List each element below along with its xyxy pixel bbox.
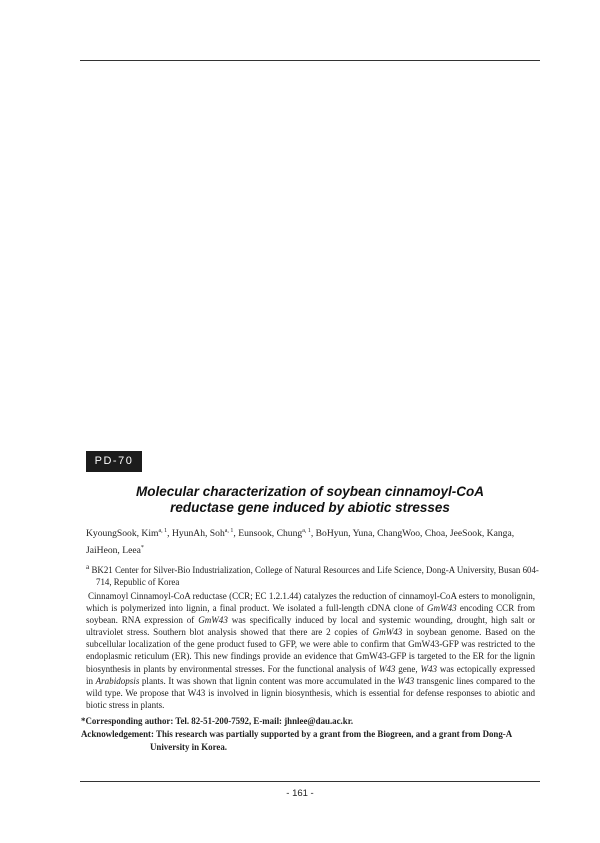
affiliation-mark: a bbox=[86, 562, 90, 571]
affiliation bbox=[86, 561, 544, 589]
abstract-body bbox=[86, 590, 535, 711]
author-affiliation-mark: a, 1 bbox=[224, 528, 234, 534]
gene-name: GmW43 bbox=[198, 615, 228, 626]
abstract-text: gene, bbox=[395, 663, 421, 674]
acknowledgement-line-2: University in Korea. bbox=[150, 741, 227, 752]
title-line-2: reductase gene induced by abiotic stresses bbox=[170, 500, 450, 515]
abstract-text: in soybean genome. Based on the subcellular localization of the gene product fused to GFP, we were able to confirm that GmW43-GFP was restricted to the endoplasmic reticulum (ER). This new findings provide an evidence that GmW43-GFP is targeted to the ER for the lignin biosynthesis in plants by environmental stresses. For the functional analysis of bbox=[86, 627, 535, 674]
author-name: , HyunAh, Soh bbox=[167, 528, 225, 540]
author-name: , Eunsook, Chung bbox=[233, 528, 303, 540]
acknowledgement-line-1: Acknowledgement: This research was partially supported by a grant from the Biogreen, and a grant from Dong-A bbox=[81, 729, 513, 739]
bottom-rule bbox=[80, 781, 540, 782]
abstract-text: plants. It was shown that lignin content was more accumulated in the bbox=[139, 675, 398, 686]
gene-name: W43 bbox=[397, 675, 415, 686]
author-name: JaiHeon, Leea bbox=[86, 545, 141, 557]
gene-name: W43 bbox=[420, 663, 438, 674]
title-line-1: Molecular characterization of soybean cinnamoyl-CoA bbox=[135, 484, 485, 499]
gene-name: GmW43 bbox=[427, 603, 457, 614]
author-name: , BoHyun, Yuna, ChangWoo, Choa, JeeSook, Kanga, bbox=[310, 528, 515, 540]
paper-title bbox=[80, 484, 540, 516]
abstract-text: Cinnamoyl Cinnamoyl-CoA reductase (CCR; EC 1.2.1.44) catalyzes the reduction of cinnamoyl-CoA esters to monolignin, which is polymerized into lignin, a final product. We isolated a full-length cDNA clone of bbox=[86, 591, 535, 614]
author-name: KyoungSook, Kim bbox=[86, 528, 159, 540]
acknowledgement bbox=[81, 728, 536, 753]
gene-name: W43 bbox=[378, 663, 396, 674]
corresponding-mark: * bbox=[140, 545, 144, 552]
corresponding-author: *Corresponding author: Tel. 82-51-200-7592, E-mail: jhnlee@dau.ac.kr. bbox=[81, 716, 354, 726]
species-name: Arabidopsis bbox=[95, 675, 140, 686]
abstract-code-badge: PD-70 bbox=[86, 451, 142, 472]
page-number: - 161 - bbox=[286, 788, 314, 799]
top-rule bbox=[80, 60, 540, 61]
author-list bbox=[86, 524, 536, 558]
abstract-text: encoding CCR from soybean. RNA expression of bbox=[86, 603, 535, 626]
abstract-text: transgenic lines compared to the wild type. We propose that W43 is involved in lignin biosynthesis, which is essential for defense responses to abiotic and biotic stress in plants. bbox=[86, 675, 535, 710]
affiliation-text: BK21 Center for Silver-Bio Industrialization, College of Natural Resources and Life Science, Dong-A University, Busan 604-714, Republic of Korea bbox=[89, 564, 539, 588]
author-affiliation-mark: a, 1 bbox=[158, 528, 168, 534]
gene-name: GmW43 bbox=[372, 627, 403, 638]
author-affiliation-mark: a, 1 bbox=[302, 528, 311, 534]
abstract-text: was specifically induced by local and systemic wounding, drought, high salt or ultraviolet stress. Southern blot analysis showed that there are 2 copies of bbox=[86, 615, 535, 638]
abstract-text: was ectopically expressed in bbox=[86, 663, 535, 686]
